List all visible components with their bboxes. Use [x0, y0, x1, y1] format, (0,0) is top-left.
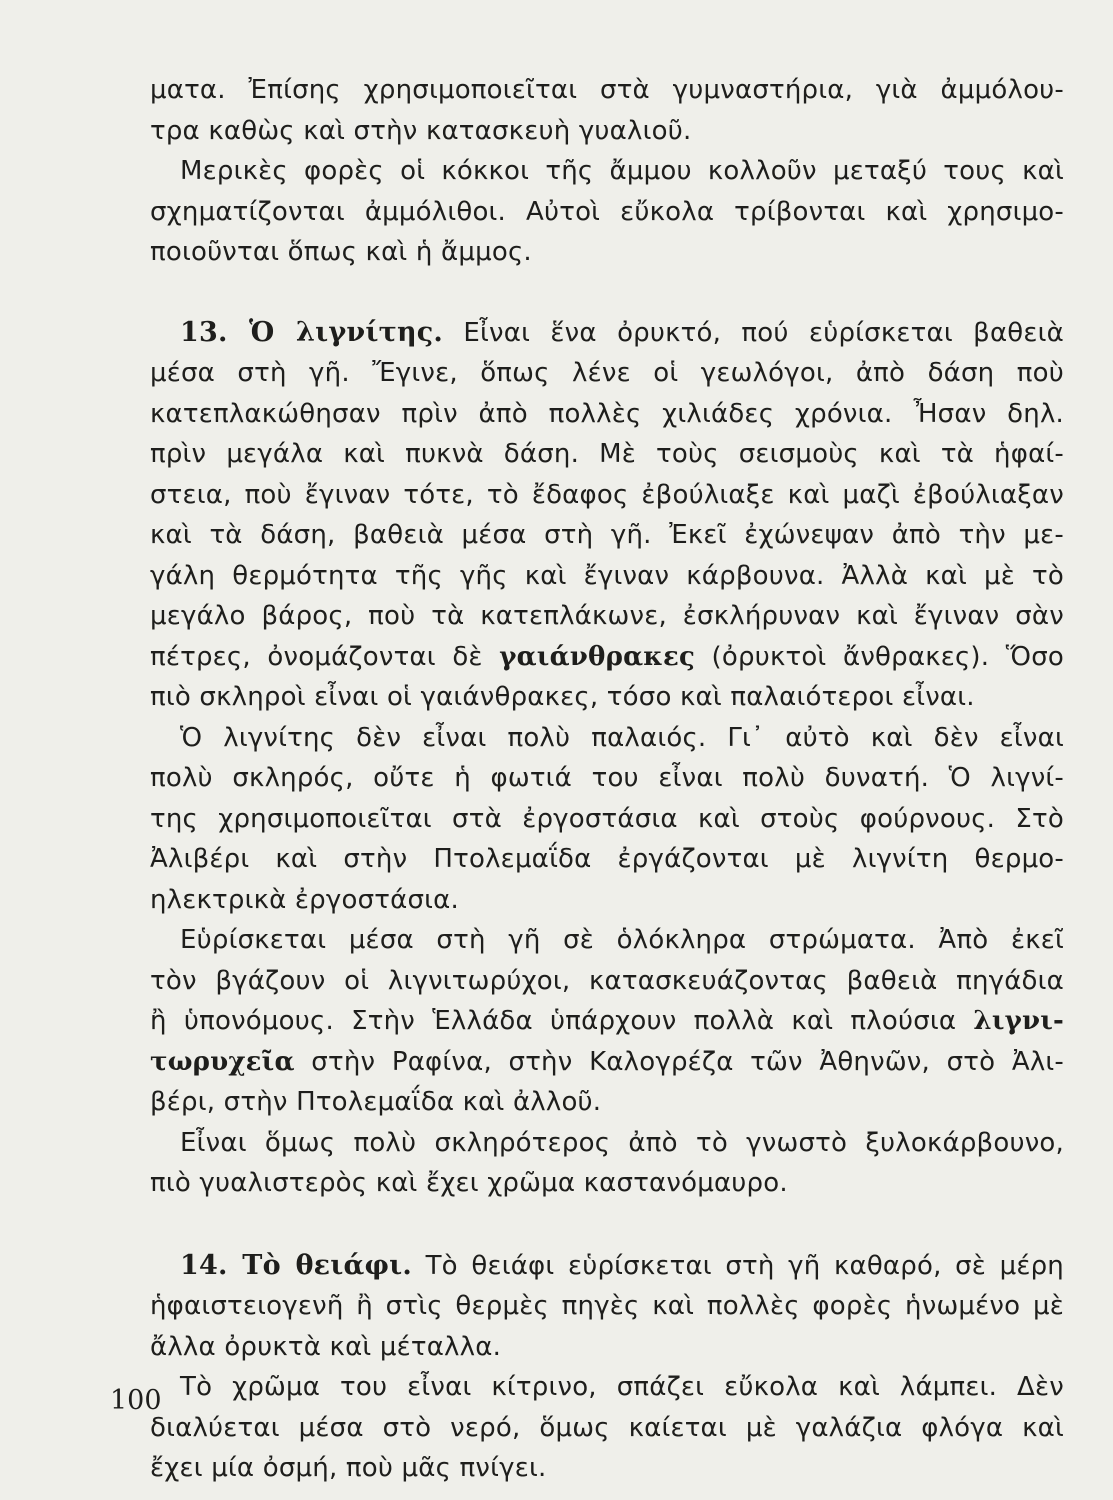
section-13-first-line — [150, 313, 1064, 354]
text-line: πολὺ σκληρός, οὔτε ἡ φωτιά του εἶναι πολὺ δυνατή. Ὁ λιγνί- — [150, 763, 1064, 793]
page-text — [150, 70, 1064, 1489]
text-line: ἄλλα ὀρυκτὰ καὶ μέταλλα. — [150, 1331, 502, 1362]
text-line: ἡφαιστειογενῆ ἢ στὶς θερμὲς πηγὲς καὶ πολλὲς φορὲς ἡνωμένο μὲ — [150, 1291, 1064, 1321]
text-fragment: Τὸ θειάφι εὑρίσκεται στὴ γῆ καθαρό, σὲ μέρη — [412, 1250, 1064, 1281]
text-line: Ἀλιβέρι καὶ στὴν Πτολεμαΐδα ἐργάζονται μὲ λιγνίτη θερμο- — [150, 844, 1064, 874]
text-line-with-term — [150, 637, 1064, 678]
text-line: διαλύεται μέσα στὸ νερό, ὅμως καίεται μὲ γαλάζια φλόγα καὶ — [150, 1412, 1064, 1443]
text-line: πιὸ σκληροὶ εἶναι οἱ γαιάνθρακες, τόσο καὶ παλαιότεροι εἶναι. — [150, 682, 975, 712]
text-line: Τὸ χρῶμα του εἶναι κίτρινο, σπάζει εὔκολα καὶ λάμπει. Δὲν — [180, 1372, 1064, 1402]
section-heading-lignite: 13. Ὁ λιγνίτης. — [180, 316, 444, 348]
text-line: στεια, ποὺ ἔγιναν τότε, τὸ ἔδαφος ἐβούλιαξε καὶ μαζὶ ἐβούλιαξαν — [150, 479, 1064, 510]
text-line: Εὑρίσκεται μέσα στὴ γῆ σὲ ὁλόκληρα στρώματα. Ἀπὸ ἐκεῖ — [180, 925, 1064, 955]
page-number: 100 — [110, 1385, 162, 1416]
text-line: καὶ τὰ δάση, βαθειὰ μέσα στὴ γῆ. Ἐκεῖ ἐχώνεψαν ἀπὸ τὴν με- — [150, 520, 1064, 550]
text-line: κατεπλακώθησαν πρὶν ἀπὸ πολλὲς χιλιάδες χρόνια. Ἦσαν δηλ. — [150, 398, 1064, 429]
text-line: ἔχει μία ὀσμή, ποὺ μᾶς πνίγει. — [150, 1453, 547, 1483]
text-line: τὸν βγάζουν οἱ λιγνιτωρύχοι, κατασκευάζοντας βαθειὰ πηγάδια — [150, 965, 1064, 996]
text-line: μέσα στὴ γῆ. Ἔγινε, ὅπως λένε οἱ γεωλόγοι, ἀπὸ δάση ποὺ — [150, 358, 1064, 388]
text-line: της χρησιμοποιεῖται στὰ ἐργοστάσια καὶ στοὺς φούρνους. Στὸ — [150, 803, 1064, 834]
text-line: Ὁ λιγνίτης δὲν εἶναι πολὺ παλαιός. Γι᾽ αὐτὸ καὶ δὲν εἶναι — [180, 722, 1064, 753]
text-line: σχηματίζονται ἀμμόλιθοι. Αὐτοὶ εὔκολα τρίβονται καὶ χρησιμο- — [150, 196, 1064, 227]
text-line: μεγάλο βάρος, ποὺ τὰ κατεπλάκωνε, ἐσκλήρυναν καὶ ἔγιναν σὰν — [150, 601, 1064, 631]
text-line: Μερικὲς φορὲς οἱ κόκκοι τῆς ἄμμου κολλοῦν μεταξύ τους καὶ — [180, 156, 1064, 186]
text-fragment: Εἶναι ἕνα ὀρυκτό, πού εὑρίσκεται βαθειὰ — [443, 317, 1064, 348]
text-line: πιὸ γυαλιστερὸς καὶ ἔχει χρῶμα καστανόμαυρο. — [150, 1168, 788, 1198]
text-fragment: (ὀρυκτοὶ ἄνθρακες). Ὅσο — [695, 641, 1064, 672]
text-line-with-term — [150, 1001, 1064, 1042]
section-heading-sulfur: 14. Τὸ θειάφι. — [180, 1249, 413, 1281]
text-fragment: ἢ ὑπονόμους. Στὴν Ἑλλάδα ὑπάρχουν πολλὰ καὶ πλούσια — [150, 1006, 974, 1036]
text-line: τρα καθὼς καὶ στὴν κατασκευὴ γυαλιοῦ. — [150, 115, 692, 146]
text-line: ποιοῦνται ὅπως καὶ ἡ ἄμμος. — [150, 237, 532, 267]
text-line: γάλη θερμότητα τῆς γῆς καὶ ἔγιναν κάρβουνα. Ἀλλὰ καὶ μὲ τὸ — [150, 560, 1064, 591]
text-line: Εἶναι ὅμως πολὺ σκληρότερος ἀπὸ τὸ γνωστὸ ξυλοκάρβουνο, — [180, 1127, 1064, 1158]
text-line: βέρι, στὴν Πτολεμαΐδα καὶ ἀλλοῦ. — [150, 1087, 602, 1117]
text-fragment: στὴν Ραφίνα, στὴν Καλογρέζα τῶν Ἀθηνῶν, στὸ Ἀλι- — [294, 1046, 1064, 1077]
text-fragment: πέτρες, ὀνομάζονται δὲ — [150, 641, 500, 672]
text-line: ματα. Ἐπίσης χρησιμοποιεῖται στὰ γυμναστήρια, γιὰ ἀμμόλου- — [150, 75, 1064, 105]
bold-term-gaianthrakes: γαιάνθρακες — [499, 641, 695, 672]
section-14-first-line — [150, 1246, 1064, 1287]
bold-term-lignitoryheia: τωρυχεῖα — [150, 1046, 295, 1077]
text-line-with-term — [150, 1042, 1064, 1083]
text-line: ηλεκτρικὰ ἐργοστάσια. — [150, 884, 459, 915]
bold-term-lignitoryheia: λιγνι- — [973, 1006, 1064, 1036]
text-line: πρὶν μεγάλα καὶ πυκνὰ δάση. Μὲ τοὺς σεισμοὺς καὶ τὰ ἡφαί- — [150, 439, 1064, 469]
